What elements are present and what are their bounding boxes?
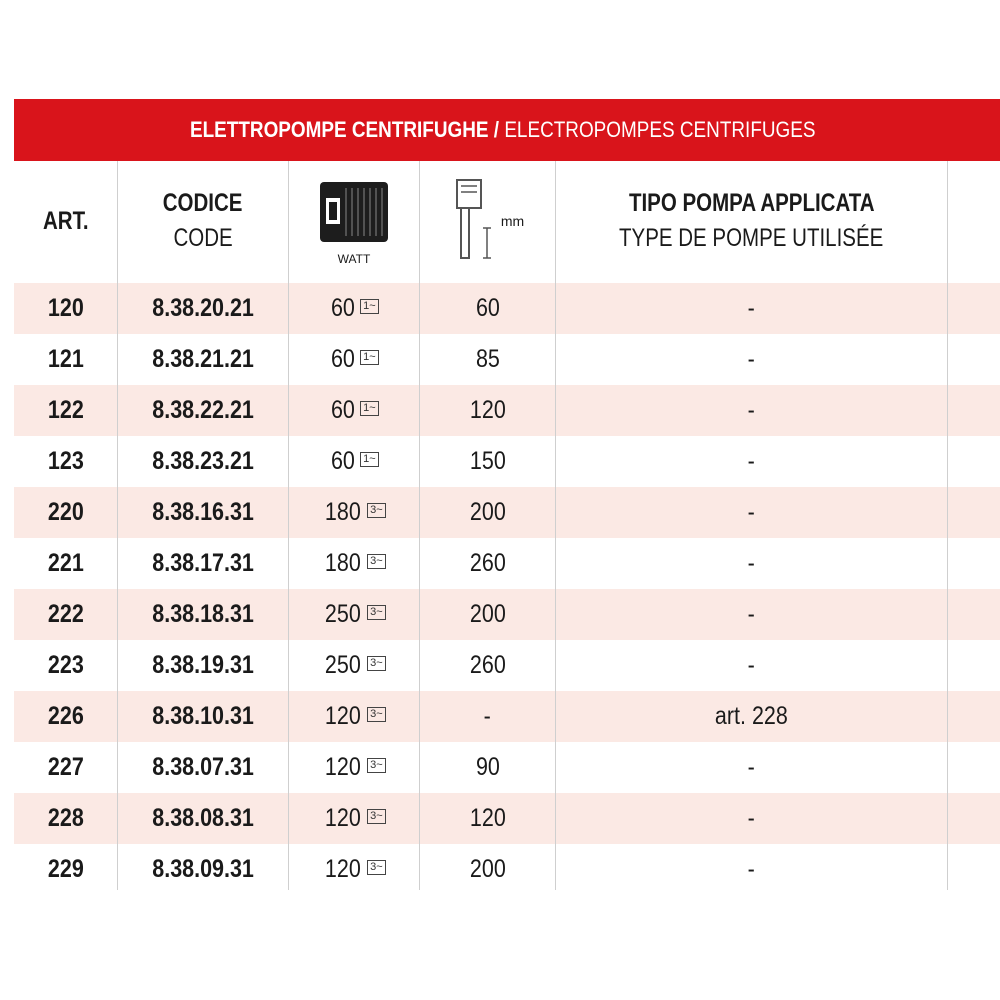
cell-art: 222 (47, 600, 84, 628)
cell-pump-type: - (747, 651, 756, 679)
column-divider (288, 161, 289, 890)
header-art: ART. (42, 206, 89, 235)
table-row (14, 385, 1000, 436)
phase-icon: 3~ (367, 860, 386, 875)
cell-code: 8.38.16.31 (152, 498, 254, 526)
cell-art: 226 (47, 702, 84, 730)
cell-watt: 60 1~ (289, 334, 419, 385)
cell-art: 221 (47, 549, 84, 577)
column-divider (555, 161, 556, 890)
phase-icon: 3~ (367, 707, 386, 722)
cell-code: 8.38.20.21 (152, 294, 254, 322)
cell-mm: 150 (469, 447, 506, 475)
cell-watt: 60 1~ (289, 385, 419, 436)
phase-icon: 3~ (367, 554, 386, 569)
header-code-it: CODICE (163, 189, 243, 217)
phase-icon: 1~ (360, 452, 379, 467)
motor-icon (318, 176, 390, 248)
cell-art: 227 (47, 753, 84, 781)
phase-icon: 3~ (367, 809, 386, 824)
cell-pump-type: - (747, 549, 756, 577)
phase-icon: 3~ (367, 605, 386, 620)
cell-pump-type: - (747, 498, 756, 526)
table-row (14, 334, 1000, 385)
cell-pump-type: - (747, 753, 756, 781)
header-code-fr: CODE (173, 224, 233, 252)
table-row (14, 283, 1000, 334)
cell-pump-type: - (747, 345, 756, 373)
cell-watt: 250 3~ (289, 640, 419, 691)
banner-title-it: ELETTROPOMPE CENTRIFUGHE / (190, 117, 500, 142)
cell-code: 8.38.17.31 (152, 549, 254, 577)
cell-watt: 120 3~ (289, 844, 419, 895)
table-row (14, 589, 1000, 640)
cell-watt: 180 3~ (289, 487, 419, 538)
cell-pump-type: - (747, 600, 756, 628)
phase-icon: 3~ (367, 758, 386, 773)
cell-mm: 120 (469, 804, 506, 832)
table-row (14, 691, 1000, 742)
cell-pump-type: - (747, 396, 756, 424)
cell-art: 228 (47, 804, 84, 832)
cell-watt: 250 3~ (289, 589, 419, 640)
cell-watt: 120 3~ (289, 742, 419, 793)
phase-icon: 3~ (367, 656, 386, 671)
cell-code: 8.38.09.31 (152, 855, 254, 883)
table-row (14, 538, 1000, 589)
cell-art: 122 (47, 396, 84, 424)
cell-mm: 260 (469, 651, 506, 679)
cell-code: 8.38.18.31 (152, 600, 254, 628)
cell-art: 121 (47, 345, 84, 373)
cell-code: 8.38.22.21 (152, 396, 254, 424)
cell-pump-type: - (747, 804, 756, 832)
table-row (14, 793, 1000, 844)
phase-icon: 1~ (360, 299, 379, 314)
cell-mm: 60 (475, 294, 500, 322)
cell-art: 220 (47, 498, 84, 526)
cell-watt: 60 1~ (289, 283, 419, 334)
cell-art: 229 (47, 855, 84, 883)
table-title-banner (14, 99, 1000, 161)
column-divider (117, 161, 118, 890)
header-pump-type (556, 161, 947, 281)
cell-code: 8.38.21.21 (152, 345, 254, 373)
cell-code: 8.38.10.31 (152, 702, 254, 730)
cell-pump-type: - (747, 855, 756, 883)
cell-mm: 85 (475, 345, 500, 373)
cell-watt: 60 1~ (289, 436, 419, 487)
cell-pump-type: art. 228 (715, 702, 788, 730)
cell-code: 8.38.23.21 (152, 447, 254, 475)
cell-watt: 120 3~ (289, 793, 419, 844)
cell-art: 123 (47, 447, 84, 475)
header-mm (420, 161, 555, 281)
pump-height-icon (451, 176, 497, 266)
table-row (14, 742, 1000, 793)
cell-code: 8.38.08.31 (152, 804, 254, 832)
phase-icon: 1~ (360, 401, 379, 416)
cell-art: 223 (47, 651, 84, 679)
cell-pump-type: - (747, 447, 756, 475)
table-row (14, 640, 1000, 691)
watt-label: WATT (337, 252, 371, 266)
mm-label: mm (500, 213, 525, 229)
cell-code: 8.38.07.31 (152, 753, 254, 781)
cell-mm: 200 (469, 498, 506, 526)
cell-code: 8.38.19.31 (152, 651, 254, 679)
cell-art: 120 (47, 294, 84, 322)
cell-mm: 200 (469, 855, 506, 883)
phase-icon: 1~ (360, 350, 379, 365)
header-code (118, 161, 288, 281)
cell-watt: 120 3~ (289, 691, 419, 742)
column-divider (419, 161, 420, 890)
cell-mm: - (483, 702, 492, 730)
table-row (14, 487, 1000, 538)
table-row (14, 844, 1000, 895)
column-divider (947, 161, 948, 890)
cell-pump-type: - (747, 294, 756, 322)
header-type-it: TIPO POMPA APPLICATA (628, 189, 875, 217)
banner-title-fr: ELECTROPOMPES CENTRIFUGES (504, 117, 816, 142)
cell-mm: 260 (469, 549, 506, 577)
header-watt (289, 161, 419, 281)
header-type-fr: TYPE DE POMPE UTILISÉE (619, 224, 884, 252)
cell-mm: 90 (475, 753, 500, 781)
cell-watt: 180 3~ (289, 538, 419, 589)
phase-icon: 3~ (367, 503, 386, 518)
table-row (14, 436, 1000, 487)
cell-mm: 200 (469, 600, 506, 628)
cell-mm: 120 (469, 396, 506, 424)
